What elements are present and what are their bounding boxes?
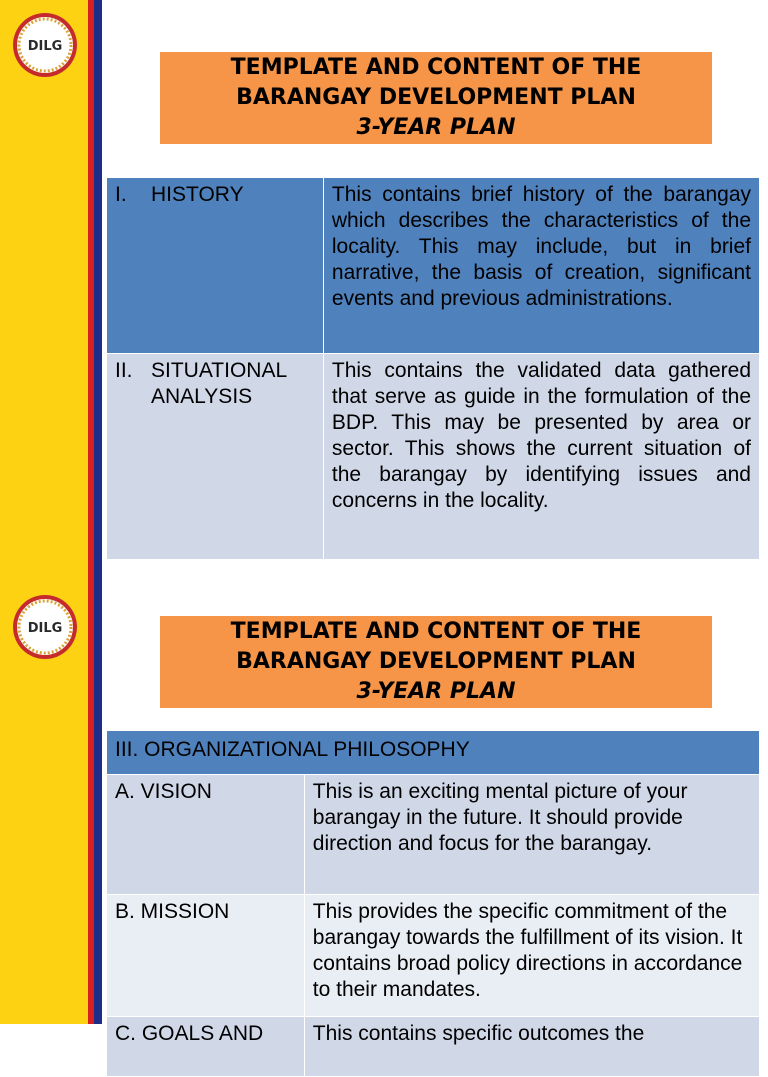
title-line-1: TEMPLATE AND CONTENT OF THE bbox=[230, 619, 642, 644]
row-number: I. bbox=[115, 183, 127, 206]
row-label-cell bbox=[107, 354, 324, 560]
title-line-3: 3-YEAR PLAN bbox=[356, 679, 516, 704]
title-line-2: BARANGAY DEVELOPMENT PLAN bbox=[236, 649, 636, 674]
table-row bbox=[107, 354, 760, 560]
sidebar-blue-stripe bbox=[94, 0, 102, 566]
title-line-1: TEMPLATE AND CONTENT OF THE bbox=[230, 55, 642, 80]
title-line-3: 3-YEAR PLAN bbox=[356, 115, 516, 140]
row-description: This is an exciting mental picture of your barangay in the future. It should provide direction and focus for the barangay. bbox=[304, 775, 759, 895]
svg-text:DILG: DILG bbox=[27, 621, 63, 636]
row-description: This contains brief history of the barangay which describes the characteristics of the locality. This may include, but in brief narrative, the basis of creation, significant events and previous administrations. bbox=[323, 178, 759, 354]
title-line-2: BARANGAY DEVELOPMENT PLAN bbox=[236, 85, 636, 110]
row-number: II. bbox=[115, 359, 133, 382]
svg-text:DILG: DILG bbox=[27, 39, 63, 54]
row-description: This contains specific outcomes the bbox=[304, 1017, 759, 1077]
row-label: HISTORY bbox=[151, 183, 244, 206]
slide-title bbox=[160, 52, 712, 144]
table-row bbox=[107, 178, 760, 354]
section-header: III. ORGANIZATIONAL PHILOSOPHY bbox=[107, 731, 760, 775]
row-description: This contains the validated data gathered that serve as guide in the formulation of the BDP. This may be presented by area or sector. This shows the current situation of the barangay by identifying issues and concerns in the locality. bbox=[323, 354, 759, 560]
table-header-row bbox=[107, 731, 760, 775]
row-label: C. GOALS AND bbox=[107, 1017, 305, 1077]
row-label: B. MISSION bbox=[107, 895, 305, 1017]
dilg-seal-logo bbox=[12, 12, 78, 78]
sidebar bbox=[0, 566, 104, 1024]
sidebar-yellow-stripe bbox=[0, 0, 88, 566]
sidebar-blue-stripe bbox=[94, 566, 102, 1024]
slide-title bbox=[160, 616, 712, 708]
content-table bbox=[106, 730, 760, 1077]
row-label-cell bbox=[107, 178, 324, 354]
table-row bbox=[107, 1017, 760, 1077]
table-row bbox=[107, 775, 760, 895]
row-label: A. VISION bbox=[107, 775, 305, 895]
sidebar bbox=[0, 0, 104, 566]
slide-2 bbox=[0, 566, 768, 1045]
content-table bbox=[106, 177, 760, 560]
dilg-seal-logo bbox=[12, 594, 78, 660]
row-label: SITUATIONAL ANALYSIS bbox=[151, 359, 287, 408]
row-description: This provides the specific commitment of the barangay towards the fulfillment of its vision. It contains broad policy directions in accordance to their mandates. bbox=[304, 895, 759, 1017]
table-row bbox=[107, 895, 760, 1017]
